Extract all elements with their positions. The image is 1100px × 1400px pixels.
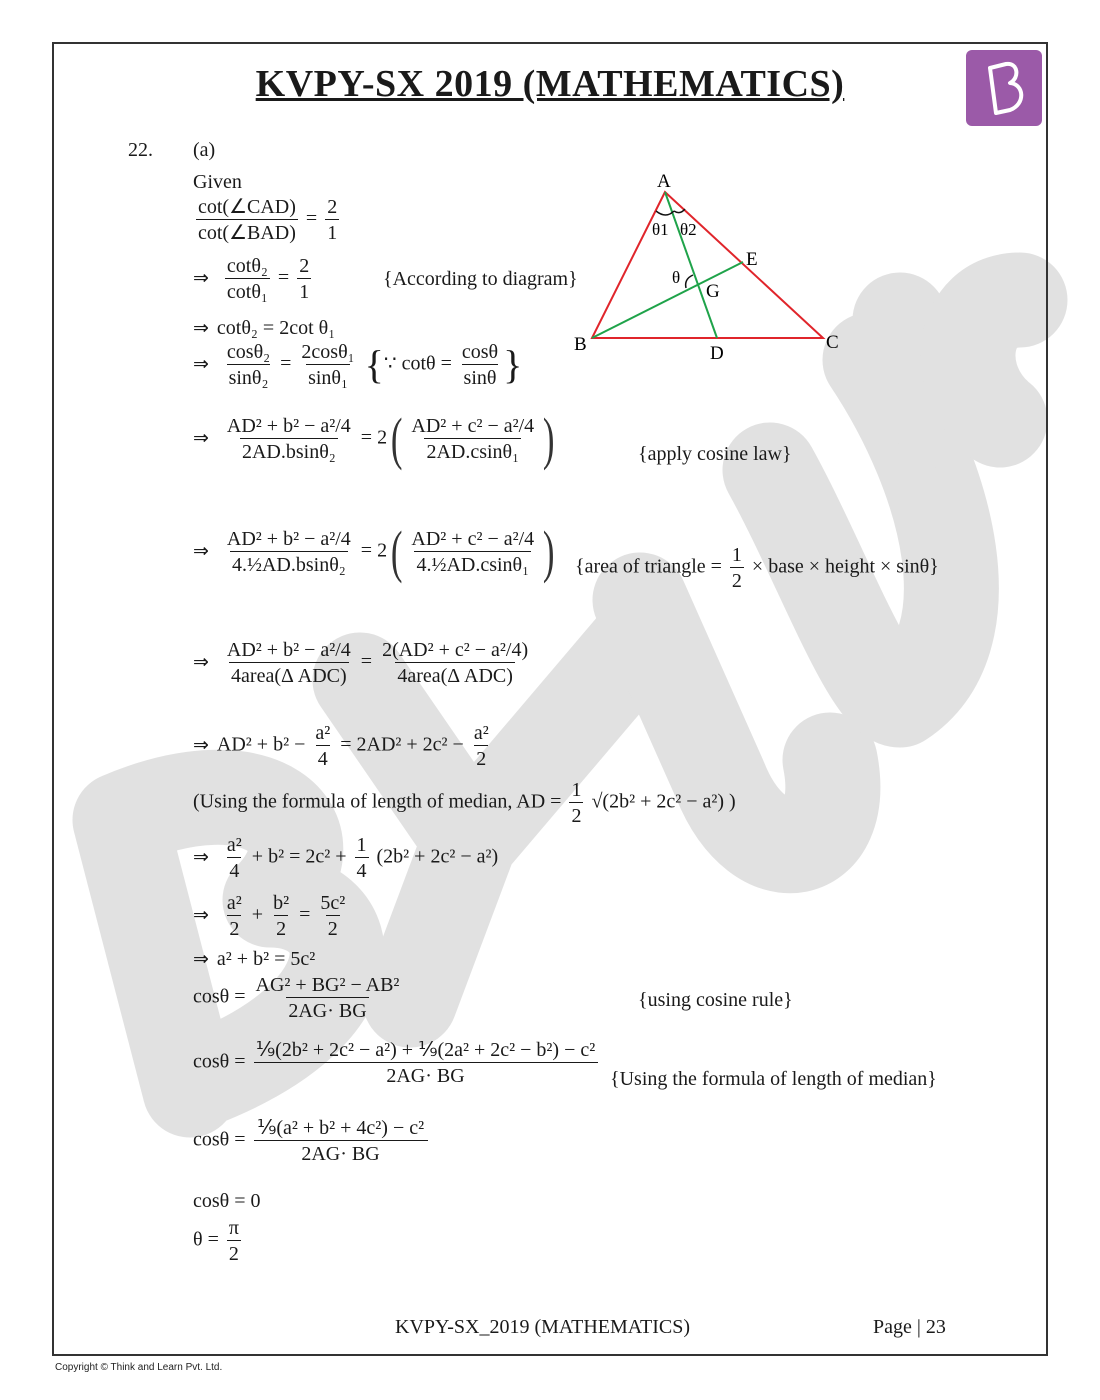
triangle-abc bbox=[592, 192, 823, 338]
b-logo-icon bbox=[966, 50, 1042, 126]
step-cos-zero: cosθ = 0 bbox=[193, 1190, 261, 1212]
step-substitute: ⇒ $\frac{\text{a²}}{4}$ + b² = 2c² + $\frac{1}{4}$ (2b² + 2c² − a²) bbox=[193, 834, 499, 882]
note-area-triangle: {area of triangle = $\frac{1}{2}$ × base × height × sinθ} bbox=[575, 544, 939, 592]
label-e: E bbox=[746, 249, 758, 270]
step-cos-theta-2: cosθ = $\frac{\text{⅑(2b² + 2c² − a²) + ⅑(2a² + 2c² − b²) − c²}}{2AG\cdot BG}$ bbox=[193, 1040, 601, 1086]
label-b: B bbox=[574, 334, 587, 355]
step-cosine-law: ⇒ $\frac{\text{AD² + b² − a²/4}}{\text{2AD.bsinθ₂}}$ = 2( $\frac{\text{AD² + c² − a²/4}}{\text{2AD.csinθ₁}}$ ) bbox=[193, 406, 555, 471]
step-cot-relation: ⇒ cotθ₂ = 2cot θ₁ bbox=[193, 317, 336, 339]
median-be bbox=[592, 262, 743, 338]
given-label: Given bbox=[193, 171, 242, 193]
step-halves: ⇒ $\frac{\text{a²}}{2}$ + $\frac{\text{b²}}{2}$ = $\frac{\text{5c²}}{2}$ bbox=[193, 892, 346, 940]
step-cot-ratio: ⇒ $\frac{\text{cotθ₂}}{\text{cotθ₁}}$ = $\frac{2}{1}$ bbox=[193, 255, 310, 303]
step-given-ratio: $\frac{\text{cot(∠CAD)}}{\text{cot(∠BAD)}}$ = $\frac{2}{1}$ bbox=[198, 196, 338, 244]
page-number: Page | 23 bbox=[873, 1316, 946, 1338]
label-theta1: θ1 bbox=[652, 220, 669, 239]
step-area-form: ⇒ $\frac{\text{AD² + b² − a²/4}}{\text{4.½AD.bsinθ₂}}$ = 2( $\frac{\text{AD² + c² − a²/4}}{\text{4.½AD.csinθ₁}}$ ) bbox=[193, 519, 555, 584]
footer-title: KVPY-SX_2019 (MATHEMATICS) bbox=[395, 1316, 691, 1338]
label-a: A bbox=[657, 171, 671, 192]
question-number: 22. bbox=[128, 139, 153, 161]
step-cos-theta-1: cosθ = $\frac{\text{AG² + BG² − AB²}}{2AG\cdot BG}$ bbox=[193, 974, 400, 1022]
label-c: C bbox=[826, 332, 839, 353]
triangle-diagram bbox=[570, 165, 860, 370]
label-theta2: θ2 bbox=[680, 220, 697, 239]
byjus-logo bbox=[966, 50, 1042, 126]
note-according-diagram: {According to diagram} bbox=[383, 268, 578, 290]
label-theta: θ bbox=[672, 268, 681, 287]
step-simplified: ⇒ AD² + b² − $\frac{\text{a²}}{4}$ = 2AD² + 2c² − $\frac{\text{a²}}{2}$ bbox=[193, 722, 489, 770]
step-theta-final: θ = $\frac{\pi}{2}$ bbox=[193, 1217, 239, 1265]
step-cos-sin: ⇒ $\frac{\text{cosθ₂}}{\text{sinθ₂}}$ = $\frac{\text{2cosθ₁}}{\text{sinθ₁}}$ {∵ cotθ = $\frac{\cos\theta}{\sin\theta}$ } bbox=[193, 341, 523, 389]
answer-option: (a) bbox=[193, 139, 216, 161]
copyright: Copyright © Think and Learn Pvt. Ltd. bbox=[55, 1362, 223, 1373]
median-ad bbox=[665, 192, 717, 338]
label-d: D bbox=[710, 343, 724, 364]
step-area-adc: ⇒ $\frac{\text{AD² + b² − a²/4}}{\text{4area(Δ ADC)}}$ = $\frac{\text{2(AD² + c² − a²/4)}}{\text{4area(Δ ADC)}}$ bbox=[193, 639, 529, 687]
note-cosine-rule: {using cosine rule} bbox=[638, 989, 793, 1011]
step-result: ⇒ a² + b² = 5c² bbox=[193, 948, 316, 970]
label-g: G bbox=[706, 281, 720, 302]
step-median-formula: (Using the formula of length of median, AD = $\frac{1}{2}$ √(2b² + 2c² − a²) ) bbox=[193, 779, 736, 827]
note-cosine-law: {apply cosine law} bbox=[638, 443, 792, 465]
step-cos-theta-3: cosθ = $\frac{\text{⅑(a² + b² + 4c²) − c²}}{2AG\cdot BG}$ bbox=[193, 1118, 431, 1164]
page-title: KVPY-SX 2019 (MATHEMATICS) bbox=[255, 63, 845, 105]
note-median-formula: {Using the formula of length of median} bbox=[610, 1068, 937, 1090]
